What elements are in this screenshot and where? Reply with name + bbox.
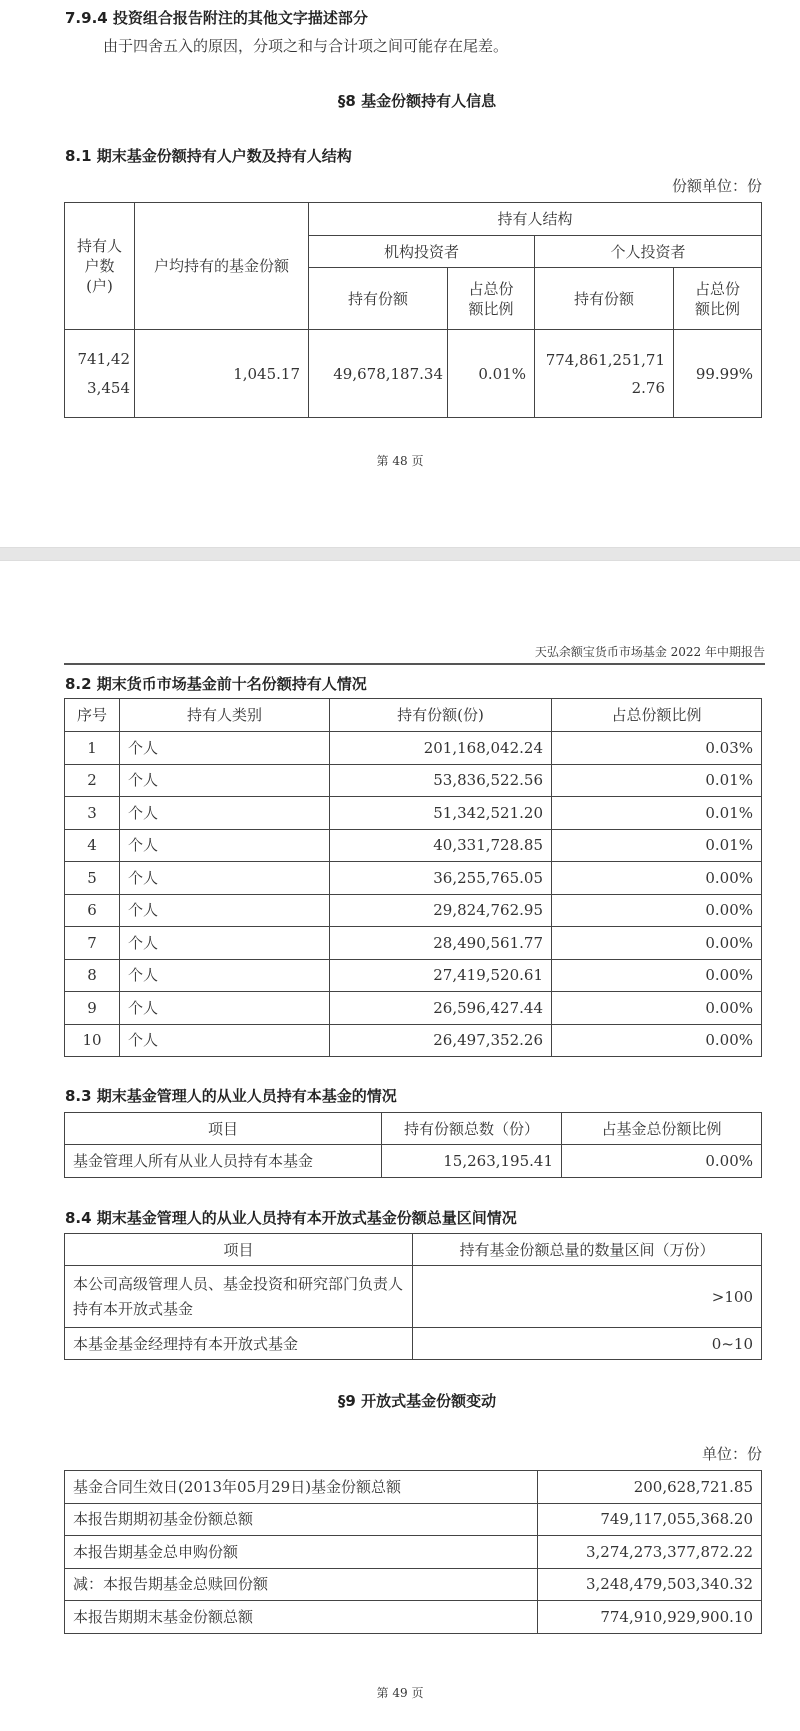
cell-seq: 9: [65, 992, 120, 1025]
cell-type: 个人: [120, 894, 330, 927]
cell-item: 本基金基金经理持有本开放式基金: [65, 1328, 413, 1360]
table-row: [65, 959, 762, 992]
cell-amount: 51,342,521.20: [330, 797, 552, 830]
cell-type: 个人: [120, 797, 330, 830]
cell-ratio: 0.00%: [552, 927, 762, 960]
cell-type: 个人: [120, 764, 330, 797]
cell-value: 200,628,721.85: [538, 1471, 762, 1504]
cell-value: 3,248,479,503,340.32: [538, 1568, 762, 1601]
table-row: [65, 992, 762, 1025]
cell-type: 个人: [120, 1024, 330, 1057]
header-ratio: 占总份额比例: [552, 699, 762, 732]
table-row: [65, 1601, 762, 1634]
unit-label: 单位：份: [701, 1445, 762, 1463]
running-header: 天弘余额宝货币市场基金 2022 年中期报告: [534, 645, 765, 659]
cell-amount: 28,490,561.77: [330, 927, 552, 960]
cell-type: 个人: [120, 862, 330, 895]
cell-ratio: 0.01%: [552, 764, 762, 797]
staff-holdings-table: [64, 1112, 762, 1178]
cell-amount: 26,596,427.44: [330, 992, 552, 1025]
header-holders: 持有人户数(户): [65, 203, 135, 330]
header-ratio: 占基金总份额比例: [562, 1113, 762, 1145]
cell-seq: 3: [65, 797, 120, 830]
cell-type: 个人: [120, 959, 330, 992]
cell-type: 个人: [120, 732, 330, 765]
header-inst-amount: 持有份额: [309, 268, 448, 330]
cell-ratio: 0.00%: [562, 1145, 762, 1178]
cell-type: 个人: [120, 927, 330, 960]
table-row: [65, 862, 762, 895]
cell-seq: 6: [65, 894, 120, 927]
share-change-table: [64, 1470, 762, 1634]
cell-ratio: 0.00%: [552, 1024, 762, 1057]
cell-amount: 40,331,728.85: [330, 829, 552, 862]
cell-item: 本报告期期初基金份额总额: [65, 1503, 538, 1536]
cell-seq: 7: [65, 927, 120, 960]
table-row: [65, 764, 762, 797]
section-8-title: §8 基金份额持有人信息: [337, 92, 497, 110]
table-row: [65, 1568, 762, 1601]
cell-range: 0~10: [413, 1328, 762, 1360]
cell-indiv-amount: 774,861,251,712.76: [535, 330, 674, 418]
cell-indiv-ratio: 99.99%: [674, 330, 762, 418]
section-7-9-4-title: 7.9.4 投资组合报告附注的其他文字描述部分: [65, 9, 368, 27]
section-8-1-title: 8.1 期末基金份额持有人户数及持有人结构: [65, 147, 352, 165]
cell-item: 本报告期基金总申购份额: [65, 1536, 538, 1569]
holder-structure-table: [64, 202, 762, 418]
cell-seq: 5: [65, 862, 120, 895]
section-7-9-4-text: 由于四舍五入的原因，分项之和与合计项之间可能存在尾差。: [103, 37, 509, 55]
cell-amount: 201,168,042.24: [330, 732, 552, 765]
header-institutional: 机构投资者: [309, 236, 535, 268]
cell-ratio: 0.00%: [552, 894, 762, 927]
section-9-title: §9 开放式基金份额变动: [337, 1392, 497, 1410]
cell-item: 本公司高级管理人员、基金投资和研究部门负责人持有本开放式基金: [65, 1266, 413, 1328]
top-ten-holders-table: [64, 698, 762, 1057]
table-row: [65, 829, 762, 862]
cell-item: 本报告期期末基金份额总额: [65, 1601, 538, 1634]
header-structure: 持有人结构: [309, 203, 762, 236]
table-row: [65, 894, 762, 927]
cell-seq: 8: [65, 959, 120, 992]
cell-amount: 53,836,522.56: [330, 764, 552, 797]
cell-value: 749,117,055,368.20: [538, 1503, 762, 1536]
header-amount: 持有份额(份): [330, 699, 552, 732]
unit-label: 份额单位：份: [671, 177, 762, 195]
section-8-2-title: 8.2 期末货币市场基金前十名份额持有人情况: [65, 675, 367, 693]
cell-seq: 1: [65, 732, 120, 765]
cell-inst-amount: 49,678,187.34: [309, 330, 448, 418]
cell-holders: 741,423,454: [65, 330, 135, 418]
staff-range-table: [64, 1233, 762, 1360]
section-8-4-title: 8.4 期末基金管理人的从业人员持有本开放式基金份额总量区间情况: [65, 1209, 517, 1227]
header-indiv-ratio: 占总份额比例: [674, 268, 762, 330]
cell-amount: 36,255,765.05: [330, 862, 552, 895]
table-row: [65, 1536, 762, 1569]
section-8-3-title: 8.3 期末基金管理人的从业人员持有本基金的情况: [65, 1087, 397, 1105]
header-total: 持有份额总数（份）: [382, 1113, 562, 1145]
table-row: [65, 732, 762, 765]
header-indiv-amount: 持有份额: [535, 268, 674, 330]
cell-amount: 27,419,520.61: [330, 959, 552, 992]
cell-item: 基金合同生效日(2013年05月29日)基金份额总额: [65, 1471, 538, 1504]
table-row: [65, 1503, 762, 1536]
cell-ratio: 0.01%: [552, 829, 762, 862]
cell-inst-ratio: 0.01%: [448, 330, 535, 418]
cell-range: >100: [413, 1266, 762, 1328]
cell-value: 774,910,929,900.10: [538, 1601, 762, 1634]
header-rule: [64, 663, 765, 665]
header-type: 持有人类别: [120, 699, 330, 732]
header-avg: 户均持有的基金份额: [135, 203, 309, 330]
cell-type: 个人: [120, 992, 330, 1025]
table-row: [65, 927, 762, 960]
header-range: 持有基金份额总量的数量区间（万份）: [413, 1234, 762, 1266]
cell-value: 3,274,273,377,872.22: [538, 1536, 762, 1569]
cell-ratio: 0.03%: [552, 732, 762, 765]
header-item: 项目: [65, 1234, 413, 1266]
header-inst-ratio: 占总份额比例: [448, 268, 535, 330]
header-item: 项目: [65, 1113, 382, 1145]
cell-ratio: 0.01%: [552, 797, 762, 830]
cell-item: 减：本报告期基金总赎回份额: [65, 1568, 538, 1601]
table-row: [65, 797, 762, 830]
cell-type: 个人: [120, 829, 330, 862]
cell-seq: 2: [65, 764, 120, 797]
cell-amount: 26,497,352.26: [330, 1024, 552, 1057]
cell-ratio: 0.00%: [552, 992, 762, 1025]
cell-ratio: 0.00%: [552, 862, 762, 895]
header-seq: 序号: [65, 699, 120, 732]
cell-total: 15,263,195.41: [382, 1145, 562, 1178]
cell-amount: 29,824,762.95: [330, 894, 552, 927]
page-number: 第 49 页: [376, 1686, 424, 1700]
cell-item: 基金管理人所有从业人员持有本基金: [65, 1145, 382, 1178]
cell-seq: 4: [65, 829, 120, 862]
table-row: [65, 1471, 762, 1504]
page-number: 第 48 页: [376, 454, 424, 468]
cell-avg: 1,045.17: [135, 330, 309, 418]
table-row: [65, 1024, 762, 1057]
cell-ratio: 0.00%: [552, 959, 762, 992]
header-individual: 个人投资者: [535, 236, 762, 268]
page-break: [0, 547, 800, 561]
cell-seq: 10: [65, 1024, 120, 1057]
